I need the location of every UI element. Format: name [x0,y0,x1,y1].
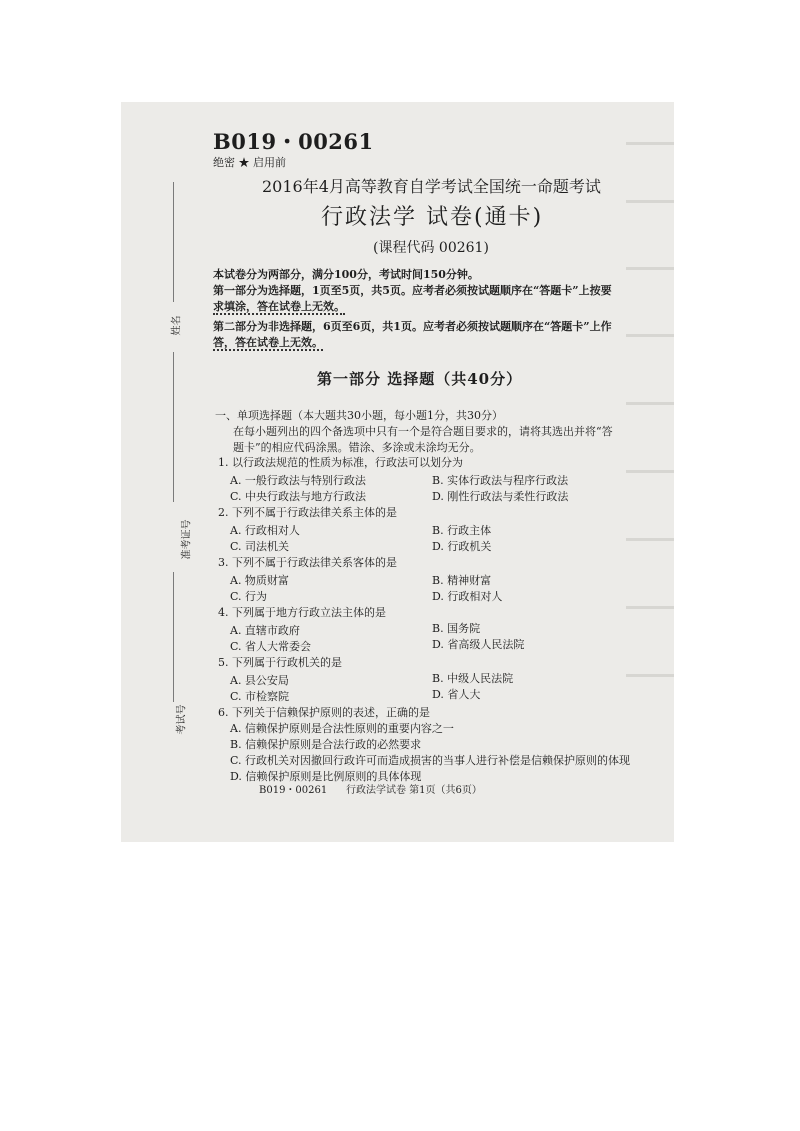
margin-line [173,182,174,302]
option-b: B. 信赖保护原则是合法行政的必然要求 [230,738,422,751]
option-d: D. 行政机关 [432,540,492,553]
subject-title: 行政法学 试卷(通卡) [321,205,544,230]
option-a: A. 行政相对人 [230,524,300,537]
name-label: 姓名 [171,315,183,336]
question-stem: 4. 下列属于地方行政立法主体的是 [218,606,386,619]
question-stem: 3. 下列不属于行政法律关系客体的是 [218,556,397,569]
margin-line [173,572,174,702]
instruction-line: 第一部分为选择题，1页至5页，共5页。应考者必须按试题顺序在“答题卡”上按要 [213,284,612,297]
margin-line [173,352,174,502]
instruction-line: 本试卷分为两部分，满分100分，考试时间150分钟。 [213,268,479,281]
bleed-through-mark [626,674,674,677]
paper-code: B019・00261 [213,129,374,154]
option-a: A. 直辖市政府 [230,624,300,637]
exam-title: 2016年4月高等教育自学考试全国统一命题考试 [262,177,601,196]
bleed-through-mark [626,402,674,405]
bleed-through-mark [626,606,674,609]
option-d: D. 省高级人民法院 [432,638,525,651]
exam-paper-photo [121,102,674,842]
exam-venue-label: 考试号 [176,704,188,735]
footer-paper-code: B019・00261 [259,785,328,796]
instruction-line [213,334,323,350]
bleed-through-mark [626,334,674,337]
option-c: C. 市检察院 [230,690,290,703]
option-d: D. 信赖保护原则是比例原则的具体体现 [230,770,422,783]
admission-number-label: 准考证号 [181,519,193,560]
option-c: C. 司法机关 [230,540,290,553]
option-c: C. 中央行政法与地方行政法 [230,490,367,503]
option-d: D. 刚性行政法与柔性行政法 [432,490,569,503]
instruction-line: 第二部分为非选择题，6页至6页，共1页。应考者必须按试题顺序在“答题卡”上作 [213,320,612,333]
instruction-line [213,298,345,314]
option-c: C. 行为 [230,590,268,603]
bleed-through-mark [626,200,674,203]
option-d: D. 行政相对人 [432,590,503,603]
part-title: 第一部分 选择题（共40分） [317,370,523,388]
bleed-through-mark [626,538,674,541]
confidential-label: 绝密 ★ 启用前 [213,156,286,169]
section-heading: 一、单项选择题（本大题共30小题，每小题1分，共30分） [215,409,503,422]
option-d: D. 省人大 [432,688,481,701]
section-description: 题卡”的相应代码涂黑。错涂、多涂或未涂均无分。 [233,441,481,454]
option-a: A. 一般行政法与特别行政法 [230,474,366,487]
bleed-through-mark [626,470,674,473]
option-c: C. 行政机关对因撤回行政许可而造成损害的当事人进行补偿是信赖保护原则的体现 [230,754,631,767]
section-description: 在每小题列出的四个备选项中只有一个是符合题目要求的，请将其选出并将“答 [233,425,613,438]
emphasized-text: 答，答在试卷上无效。 [213,336,323,349]
footer-page-number: 行政法学试卷 第1页（共6页） [346,785,482,796]
bleed-through-mark [626,267,674,270]
emphasized-text: 求填涂，答在试卷上无效。 [213,300,345,313]
question-stem: 1. 以行政法规范的性质为标准，行政法可以划分为 [218,456,463,469]
option-a: A. 县公安局 [230,674,289,687]
option-b: B. 国务院 [432,622,481,635]
question-stem: 6. 下列关于信赖保护原则的表述，正确的是 [218,706,430,719]
course-code: (课程代码 00261) [373,240,489,256]
option-b: B. 精神财富 [432,574,492,587]
option-a: A. 信赖保护原则是合法性原则的重要内容之一 [230,722,454,735]
option-a: A. 物质财富 [230,574,289,587]
option-b: B. 实体行政法与程序行政法 [432,474,569,487]
option-b: B. 行政主体 [432,524,492,537]
question-stem: 5. 下列属于行政机关的是 [218,656,342,669]
bleed-through-mark [626,142,674,145]
option-c: C. 省人大常委会 [230,640,312,653]
option-b: B. 中级人民法院 [432,672,514,685]
question-stem: 2. 下列不属于行政法律关系主体的是 [218,506,397,519]
